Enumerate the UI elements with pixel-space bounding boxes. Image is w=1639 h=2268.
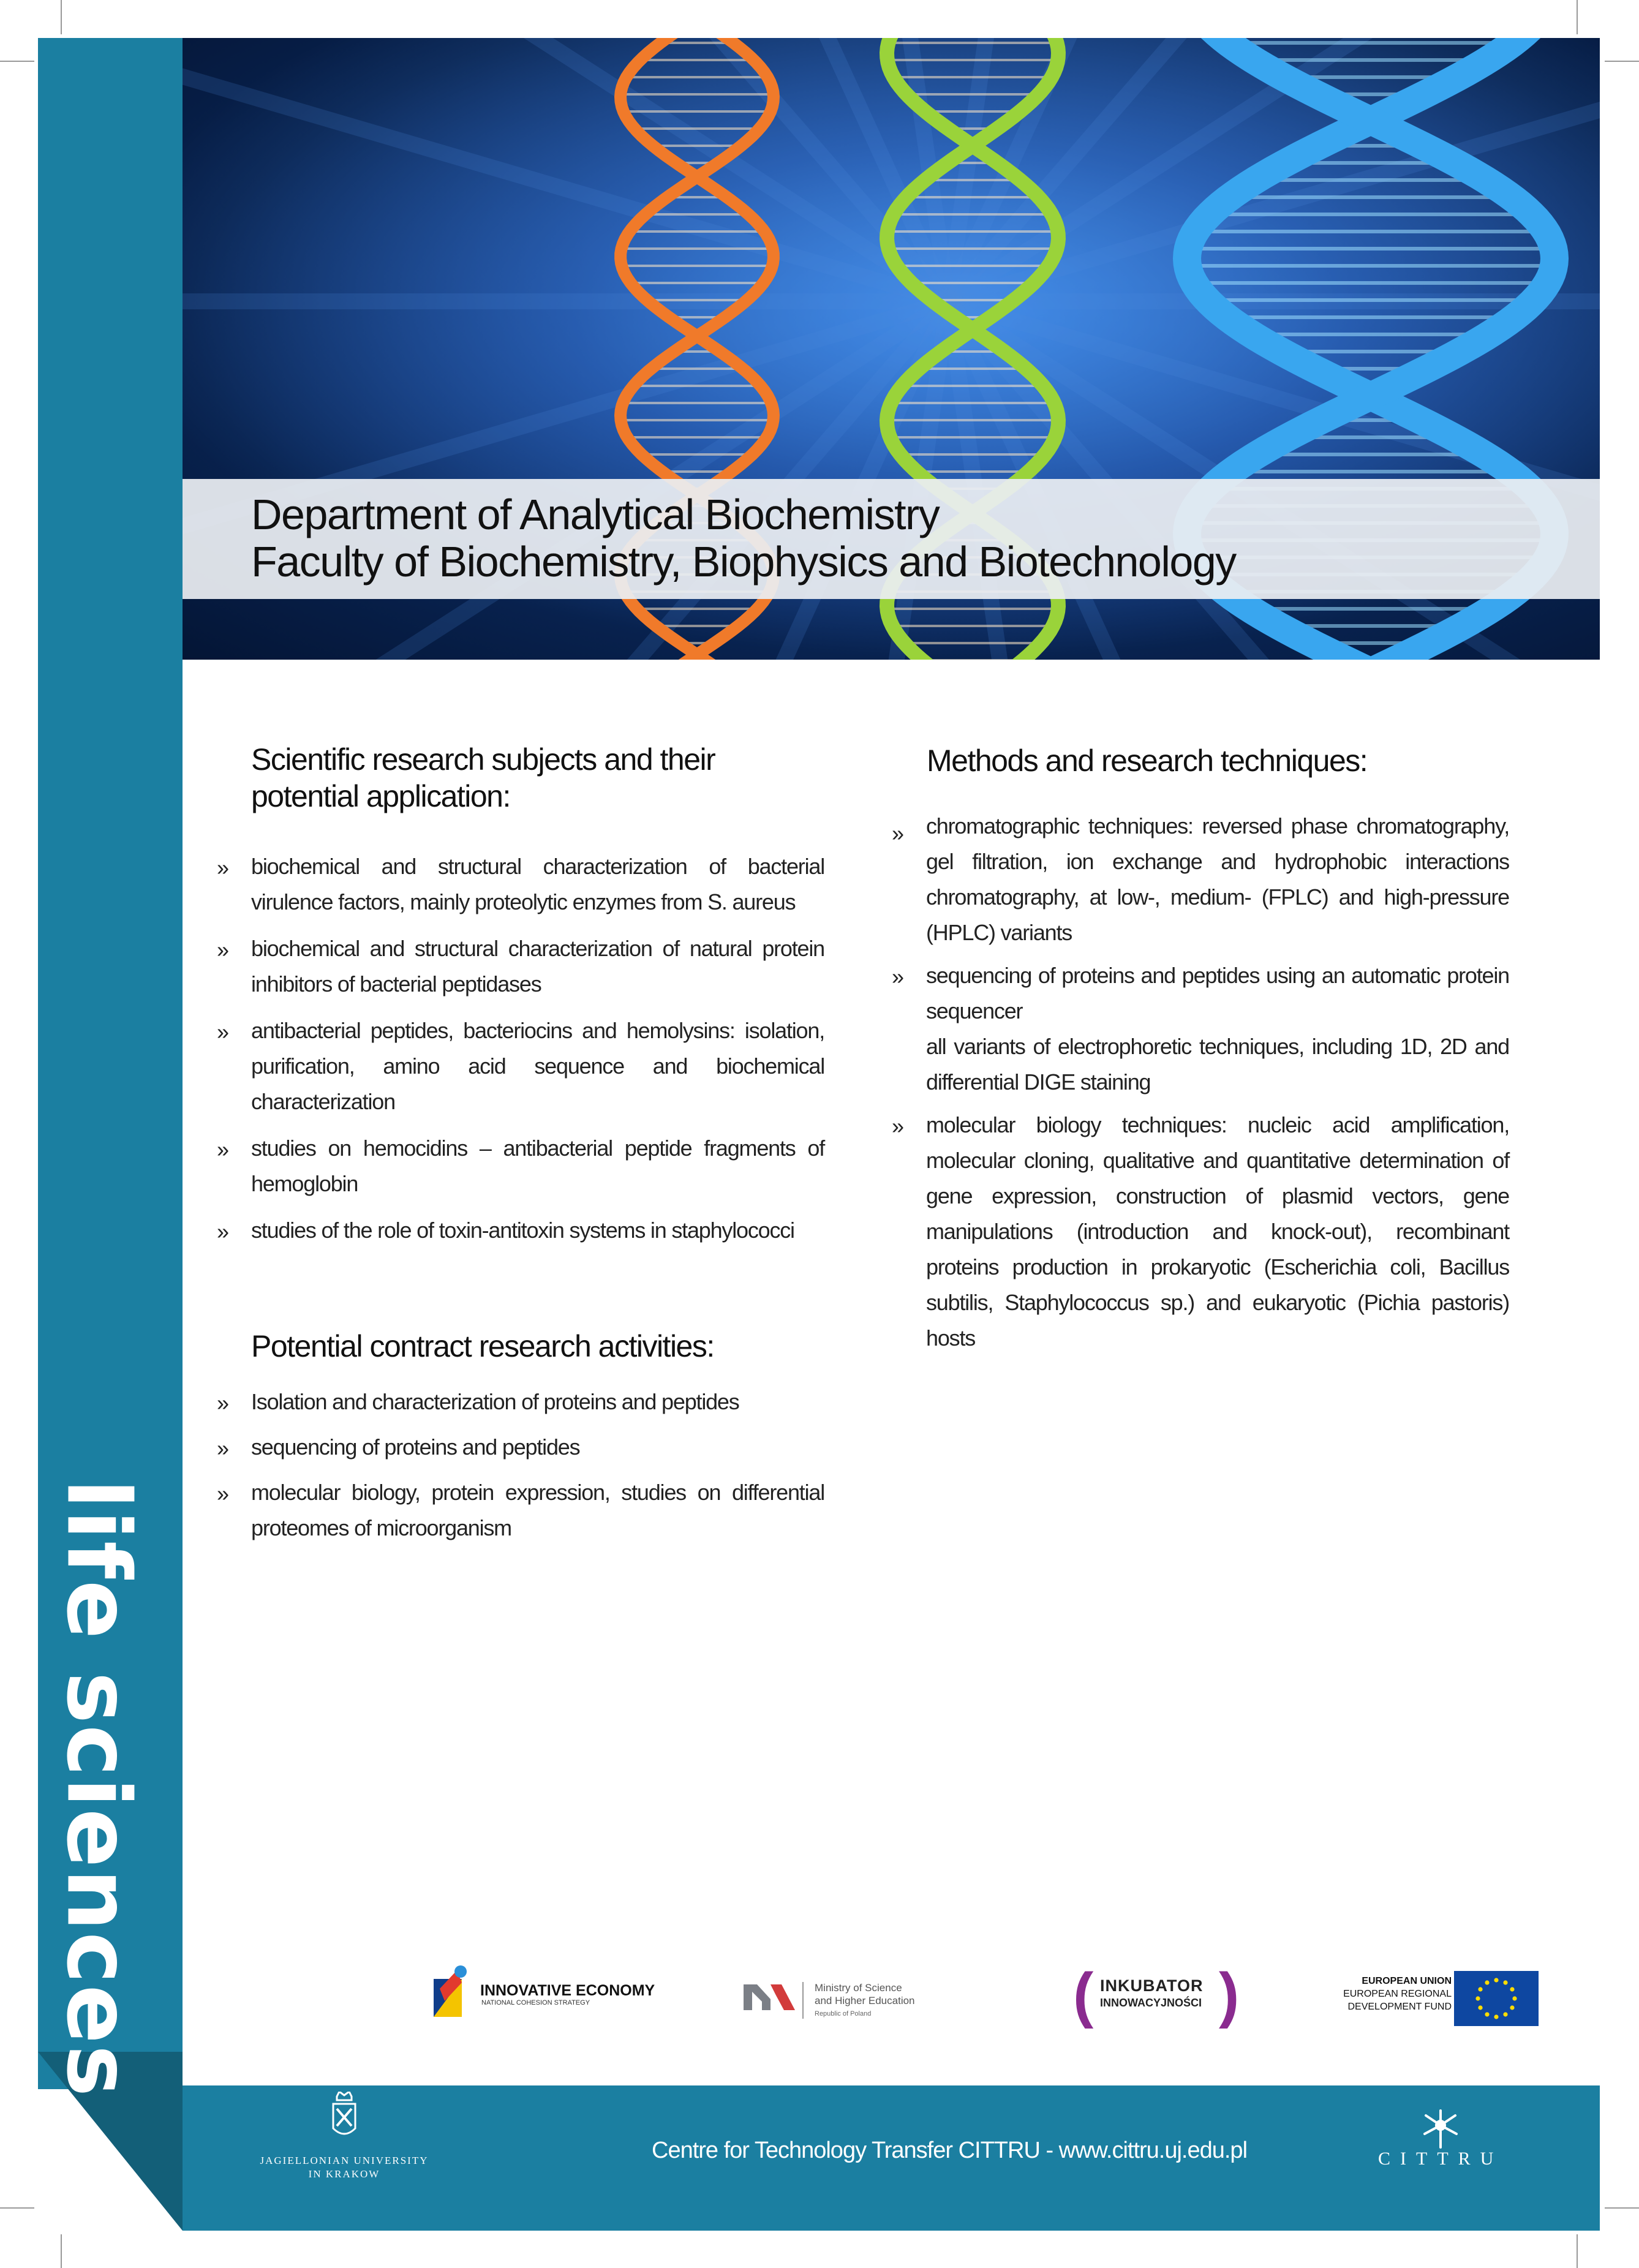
methods-heading: Methods and research techniques: (927, 744, 1368, 778)
list-item-text: sequencing of proteins and peptides (251, 1434, 580, 1460)
ministry-logo-icon (744, 1982, 795, 2010)
bullet-marker: » (217, 1436, 228, 1461)
eu-star (1510, 1987, 1514, 1991)
crop-mark (61, 0, 62, 34)
list-item-text: antibacterial peptides, bacteriocins and hemolysins: isolation, purification, amino acid sequence and biochemical characterization (251, 1018, 824, 1114)
eu-flag-icon (1454, 1971, 1539, 2026)
list-item-text: biochemical and structural characterization of natural protein inhibitors of bacterial peptidases (251, 936, 824, 996)
cittru-logo-icon (1416, 2107, 1465, 2150)
list-item-text: studies of the role of toxin-antitoxin systems in staphylococci (251, 1218, 794, 1243)
list-item (217, 1213, 824, 1248)
crop-mark (61, 2234, 62, 2268)
ministry-line2: and Higher Education (815, 1995, 915, 2006)
crop-mark (0, 61, 34, 62)
list-item (217, 1384, 824, 1420)
eu-line3: DEVELOPMENT FUND (1347, 2002, 1452, 2012)
eu-line1: EUROPEAN UNION (1362, 1976, 1452, 1986)
inkubator-line2: INNOWACYJNOŚCI (1100, 1997, 1202, 2009)
inkubator-bracket-right: ) (1219, 1961, 1240, 2029)
list-item-text: Isolation and characterization of proteins and peptides (251, 1389, 739, 1414)
ministry-line3: Republic of Poland (815, 2010, 872, 2017)
cittru-wordmark: CITTRU (1378, 2149, 1504, 2169)
eu-star (1503, 2012, 1507, 2016)
list-item (217, 1013, 824, 1120)
list-item-text: studies on hemocidins – antibacterial peptide fragments of hemoglobin (251, 1136, 824, 1196)
list-item-text: sequencing of proteins and peptides using an automatic protein sequencer (926, 963, 1509, 1023)
eu-star (1510, 2005, 1514, 2010)
list-item-text: all variants of electrophoretic techniques, including 1D, 2D and differential DIGE staining (926, 1034, 1509, 1094)
list-item (217, 849, 824, 920)
list-item-text: molecular biology techniques: nucleic acid amplification, molecular cloning, qualitative and quantitative determination of gene expression, construction of plasmid vectors, gene manipulations (introduction and knock-out), recombinant proteins production in prokaryotic (Escherichia coli, Bacillus subtilis, Staphylococcus sp.) and eukaryotic (Pichia pastoris) hosts (926, 1112, 1509, 1351)
eu-star (1478, 1987, 1482, 1991)
ministry-line1: Ministry of Science (815, 1982, 902, 1994)
list-item (217, 1131, 824, 1202)
bullet-marker: » (217, 1481, 228, 1506)
list-item-continuation (926, 1029, 1509, 1100)
page-title: Department of Analytical Biochemistry (251, 491, 940, 538)
eu-star (1475, 1996, 1480, 2000)
eu-star (1485, 1980, 1489, 1984)
eu-star (1494, 1978, 1498, 1982)
bullet-marker: » (217, 1390, 228, 1415)
innovative-economy-sub: NATIONAL COHESION STRATEGY (481, 1999, 590, 2006)
eu-line2: EUROPEAN REGIONAL (1343, 1989, 1452, 1999)
eu-star (1478, 2005, 1482, 2010)
bullet-marker: » (892, 964, 903, 989)
inkubator-bracket-left: ( (1073, 1961, 1094, 2029)
innovative-economy-icon (434, 1964, 480, 2017)
university-city: IN KRAKOW (308, 2168, 380, 2180)
list-item-text: molecular biology, protein expression, studies on differential proteomes of microorganism (251, 1480, 824, 1540)
bullet-marker: » (217, 1019, 228, 1044)
list-item-text: chromatographic techniques: reversed phase chromatography, gel filtration, ion exchange and hydrophobic interactions chromatography, at low-, medium- (FPLC) and high-pressure (HPLC) variants (926, 813, 1509, 945)
crop-mark (1577, 2234, 1578, 2268)
bullet-marker: » (217, 1219, 228, 1244)
ministry-divider (802, 1982, 804, 2019)
crop-mark (1605, 2207, 1639, 2209)
page-subtitle: Faculty of Biochemistry, Biophysics and Biotechnology (251, 538, 1236, 586)
list-item (892, 1107, 1509, 1356)
contract-activities-heading: Potential contract research activities: (251, 1329, 714, 1363)
crop-mark (0, 2207, 34, 2209)
eu-star (1512, 1996, 1517, 2000)
crop-mark (1577, 0, 1578, 34)
eu-star (1494, 2014, 1498, 2019)
research-subjects-list (217, 849, 824, 1259)
inkubator-line1: INKUBATOR (1100, 1976, 1204, 1995)
bullet-marker: » (892, 1113, 903, 1139)
list-item (217, 1475, 824, 1546)
research-subjects-heading: Scientific research subjects and their potential application: (251, 742, 715, 813)
bullet-marker: » (892, 821, 903, 846)
footer-contact-text: Centre for Technology Transfer CITTRU - www.cittru.uj.edu.pl (652, 2138, 1248, 2163)
bullet-marker: » (217, 855, 228, 880)
contract-activities-list (217, 1384, 824, 1557)
list-item (217, 931, 824, 1002)
bullet-marker: » (217, 937, 228, 962)
list-item-text: biochemical and structural characterization of bacterial virulence factors, mainly proteolytic enzymes from S. aureus (251, 854, 824, 914)
university-name: JAGIELLONIAN UNIVERSITY (260, 2155, 429, 2166)
crop-mark (1605, 61, 1639, 62)
university-crest-icon (318, 2092, 370, 2153)
sidebar-label: life sciences (47, 1479, 149, 2098)
list-item (892, 958, 1509, 1029)
list-item (892, 808, 1509, 951)
eu-star (1503, 1980, 1507, 1984)
methods-list (892, 808, 1509, 1367)
innovative-economy-name: INNOVATIVE ECONOMY (480, 1982, 655, 1999)
list-item (217, 1430, 824, 1465)
bullet-marker: » (217, 1137, 228, 1162)
eu-star (1485, 2012, 1489, 2016)
